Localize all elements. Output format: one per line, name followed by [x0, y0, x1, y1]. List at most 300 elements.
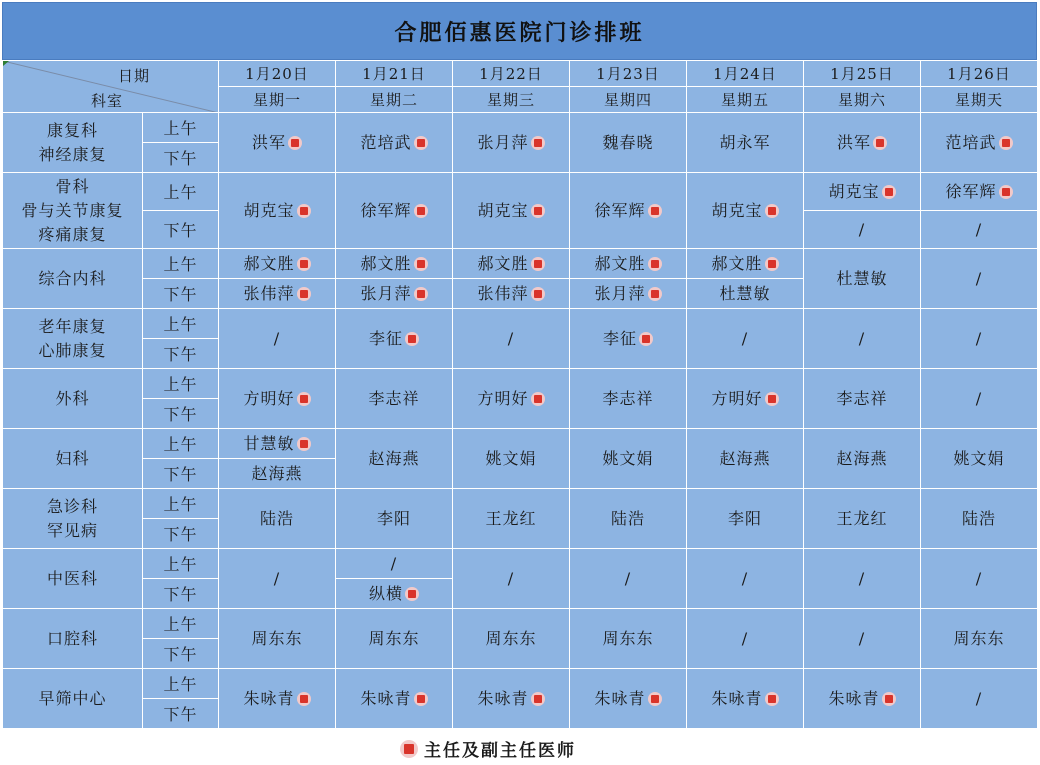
department-name-line: 罕见病	[46, 520, 98, 540]
schedule-cell	[453, 429, 570, 489]
doctor-name: 张伟萍	[243, 283, 295, 303]
schedule-cell	[570, 609, 687, 669]
department-name-line: 口腔科	[46, 628, 98, 648]
doctor-name: /	[273, 328, 281, 348]
period-am: 上午	[143, 369, 219, 399]
doctor-entry	[219, 130, 335, 156]
doctor-name: /	[507, 568, 515, 588]
period-am: 上午	[143, 429, 219, 459]
doctor-name: /	[741, 568, 749, 588]
schedule-cell	[219, 369, 336, 429]
senior-doctor-stamp-icon	[414, 136, 428, 150]
schedule-cell	[921, 429, 1038, 489]
doctor-name: 张月萍	[594, 283, 646, 303]
doctor-entry	[219, 686, 335, 712]
schedule-cell-am	[219, 249, 336, 279]
doctor-entry	[687, 386, 803, 412]
doctor-entry	[336, 198, 452, 224]
period-am: 上午	[143, 249, 219, 279]
weekday-header: 星期天	[921, 87, 1038, 113]
doctor-name: 赵海燕	[368, 448, 420, 468]
schedule-cell-pm	[219, 459, 336, 489]
doctor-name: /	[624, 568, 632, 588]
schedule-cell	[804, 369, 921, 429]
senior-doctor-stamp-icon	[531, 204, 545, 218]
doctor-name: 李志祥	[602, 388, 654, 408]
weekday-header: 星期四	[570, 87, 687, 113]
doctor-entry	[219, 326, 335, 352]
department-name-line: 心肺康复	[38, 340, 107, 360]
doctor-entry	[804, 326, 920, 352]
corner-header	[3, 61, 219, 113]
doctor-name: 范培武	[945, 132, 997, 152]
doctor-name: /	[390, 553, 398, 573]
doctor-entry	[921, 506, 1037, 532]
schedule-cell	[570, 113, 687, 173]
doctor-name: 周东东	[368, 628, 420, 648]
doctor-name: 赵海燕	[251, 463, 303, 483]
doctor-entry	[219, 506, 335, 532]
department-name-line: 中医科	[46, 568, 98, 588]
schedule-cell	[453, 609, 570, 669]
doctor-entry	[453, 686, 569, 712]
schedule-cell	[687, 173, 804, 249]
period-pm: 下午	[143, 519, 219, 549]
doctor-entry	[336, 251, 452, 277]
department-name	[3, 669, 143, 729]
doctor-name: /	[975, 268, 983, 288]
senior-doctor-stamp-icon	[414, 692, 428, 706]
doctor-name: /	[858, 628, 866, 648]
weekday-header: 星期五	[687, 87, 804, 113]
date-header: 1月24日	[687, 61, 804, 87]
doctor-entry	[570, 446, 686, 472]
schedule-cell-pm	[921, 211, 1038, 249]
senior-doctor-stamp-icon	[648, 692, 662, 706]
period-pm: 下午	[143, 211, 219, 249]
doctor-entry	[687, 198, 803, 224]
schedule-cell	[453, 113, 570, 173]
schedule-cell	[219, 549, 336, 609]
doctor-name: /	[741, 328, 749, 348]
senior-doctor-stamp-icon	[400, 740, 418, 758]
schedule-cell-am	[687, 249, 804, 279]
schedule-cell	[921, 609, 1038, 669]
schedule-cell	[219, 113, 336, 173]
doctor-name: 周东东	[485, 628, 537, 648]
schedule-cell-am	[219, 429, 336, 459]
department-name-line: 妇科	[55, 448, 90, 468]
schedule-cell	[804, 669, 921, 729]
doctor-name: 胡克宝	[711, 200, 763, 220]
table-row	[3, 489, 1038, 519]
doctor-name: 周东东	[251, 628, 303, 648]
period-pm: 下午	[143, 459, 219, 489]
doctor-entry	[804, 266, 920, 292]
period-pm: 下午	[143, 143, 219, 173]
doctor-name: 李征	[368, 328, 403, 348]
senior-doctor-stamp-icon	[639, 332, 653, 346]
doctor-entry	[336, 130, 452, 156]
doctor-entry	[570, 686, 686, 712]
schedule-cell	[804, 609, 921, 669]
department-name-line: 早筛中心	[38, 688, 107, 708]
senior-doctor-stamp-icon	[999, 136, 1013, 150]
period-pm: 下午	[143, 399, 219, 429]
doctor-entry	[219, 281, 335, 307]
doctor-entry	[921, 217, 1037, 243]
schedule-cell	[570, 549, 687, 609]
doctor-name: /	[858, 219, 866, 239]
table-row	[3, 309, 1038, 339]
schedule-cell	[219, 173, 336, 249]
department-name	[3, 549, 143, 609]
schedule-cell-am	[570, 249, 687, 279]
date-header: 1月26日	[921, 61, 1038, 87]
doctor-name: 李志祥	[836, 388, 888, 408]
doctor-entry	[804, 686, 920, 712]
period-am: 上午	[143, 173, 219, 211]
doctor-entry	[570, 326, 686, 352]
doctor-name: 郝文胜	[711, 253, 763, 273]
doctor-name: 胡克宝	[243, 200, 295, 220]
doctor-name: 胡永军	[719, 132, 771, 152]
doctor-name: 朱咏青	[477, 688, 529, 708]
date-header-label: 日期	[118, 67, 151, 85]
table-row	[3, 113, 1038, 143]
doctor-name: 方明好	[477, 388, 529, 408]
senior-doctor-stamp-icon	[297, 287, 311, 301]
senior-doctor-stamp-icon	[999, 185, 1013, 199]
senior-doctor-stamp-icon	[297, 692, 311, 706]
schedule-cell	[921, 669, 1038, 729]
department-name	[3, 309, 143, 369]
date-header: 1月20日	[219, 61, 336, 87]
weekday-header: 星期三	[453, 87, 570, 113]
doctor-name: 杜慧敏	[719, 283, 771, 303]
schedule-cell	[687, 489, 804, 549]
senior-doctor-stamp-icon	[288, 136, 302, 150]
period-pm: 下午	[143, 579, 219, 609]
doctor-entry	[453, 566, 569, 592]
doctor-name: 赵海燕	[836, 448, 888, 468]
doctor-name: 李征	[602, 328, 637, 348]
schedule-cell	[804, 429, 921, 489]
doctor-entry	[570, 386, 686, 412]
schedule-cell-am	[453, 249, 570, 279]
table-row	[3, 249, 1038, 279]
doctor-entry	[570, 506, 686, 532]
doctor-entry	[804, 446, 920, 472]
period-pm: 下午	[143, 699, 219, 729]
schedule-cell	[453, 549, 570, 609]
schedule-cell	[921, 489, 1038, 549]
senior-doctor-stamp-icon	[765, 692, 779, 706]
senior-doctor-stamp-icon	[405, 587, 419, 601]
doctor-entry	[921, 566, 1037, 592]
doctor-name: /	[975, 388, 983, 408]
schedule-cell	[804, 489, 921, 549]
department-name	[3, 369, 143, 429]
date-header: 1月21日	[336, 61, 453, 87]
doctor-name: 赵海燕	[719, 448, 771, 468]
schedule-cell-am	[336, 549, 453, 579]
doctor-name: 李志祥	[368, 388, 420, 408]
doctor-name: 甘慧敏	[243, 433, 295, 453]
doctor-entry	[219, 251, 335, 277]
doctor-name: /	[741, 628, 749, 648]
doctor-name: 张伟萍	[477, 283, 529, 303]
doctor-entry	[570, 281, 686, 307]
schedule-cell	[804, 309, 921, 369]
doctor-entry	[921, 266, 1037, 292]
schedule-cell	[687, 309, 804, 369]
table-row	[3, 669, 1038, 699]
doctor-entry	[453, 251, 569, 277]
senior-doctor-stamp-icon	[297, 437, 311, 451]
doctor-entry	[453, 130, 569, 156]
senior-doctor-stamp-icon	[405, 332, 419, 346]
doctor-name: 陆浩	[961, 508, 996, 528]
senior-doctor-stamp-icon	[414, 204, 428, 218]
schedule-cell	[336, 309, 453, 369]
legend-label: 主任及副主任医师	[424, 741, 576, 761]
doctor-entry	[687, 566, 803, 592]
senior-doctor-stamp-icon	[648, 257, 662, 271]
doctor-entry	[453, 281, 569, 307]
schedule-cell	[336, 113, 453, 173]
doctor-name: 徐军辉	[360, 200, 412, 220]
department-name	[3, 113, 143, 173]
doctor-name: 陆浩	[610, 508, 645, 528]
doctor-entry	[336, 626, 452, 652]
schedule-cell	[570, 173, 687, 249]
schedule-cell	[921, 369, 1038, 429]
doctor-entry	[921, 446, 1037, 472]
doctor-name: 郝文胜	[360, 253, 412, 273]
schedule-cell	[219, 669, 336, 729]
doctor-name: 魏春晓	[602, 132, 654, 152]
department-name	[3, 429, 143, 489]
department-name-line: 老年康复	[38, 316, 107, 336]
senior-doctor-stamp-icon	[531, 287, 545, 301]
doctor-entry	[570, 566, 686, 592]
schedule-cell-am	[804, 173, 921, 211]
schedule-cell-pm	[336, 279, 453, 309]
doctor-name: 郝文胜	[243, 253, 295, 273]
period-am: 上午	[143, 309, 219, 339]
doctor-entry	[921, 686, 1037, 712]
schedule-cell	[570, 429, 687, 489]
weekday-header: 星期二	[336, 87, 453, 113]
doctor-name: 姚文娟	[953, 448, 1005, 468]
period-am: 上午	[143, 549, 219, 579]
schedule-cell	[336, 609, 453, 669]
doctor-entry	[804, 179, 920, 205]
doctor-entry	[687, 130, 803, 156]
doctor-name: 朱咏青	[360, 688, 412, 708]
schedule-cell	[453, 309, 570, 369]
doctor-entry	[453, 446, 569, 472]
doctor-name: /	[975, 568, 983, 588]
senior-doctor-stamp-icon	[765, 392, 779, 406]
schedule-cell	[921, 249, 1038, 309]
senior-doctor-stamp-icon	[297, 204, 311, 218]
table-row	[3, 609, 1038, 639]
senior-doctor-stamp-icon	[414, 287, 428, 301]
doctor-entry	[219, 566, 335, 592]
doctor-entry	[804, 130, 920, 156]
schedule-cell	[570, 369, 687, 429]
department-name-line: 神经康复	[38, 144, 107, 164]
period-am: 上午	[143, 609, 219, 639]
doctor-name: 郝文胜	[477, 253, 529, 273]
doctor-entry	[453, 626, 569, 652]
doctor-entry	[687, 281, 803, 307]
schedule-cell	[336, 369, 453, 429]
doctor-name: 方明好	[243, 388, 295, 408]
doctor-name: 朱咏青	[711, 688, 763, 708]
doctor-entry	[453, 506, 569, 532]
table-row	[3, 369, 1038, 399]
department-name-line: 骨与关节康复	[21, 200, 124, 220]
senior-doctor-stamp-icon	[531, 257, 545, 271]
doctor-entry	[219, 431, 335, 457]
schedule-cell-pm	[570, 279, 687, 309]
doctor-name: 纵横	[368, 583, 403, 603]
date-header: 1月22日	[453, 61, 570, 87]
schedule-cell	[453, 173, 570, 249]
doctor-name: 洪军	[251, 132, 286, 152]
doctor-entry	[453, 198, 569, 224]
doctor-entry	[453, 386, 569, 412]
doctor-name: 胡克宝	[828, 181, 880, 201]
weekday-header: 星期六	[804, 87, 921, 113]
doctor-name: 李阳	[727, 508, 762, 528]
schedule-cell-am	[921, 173, 1038, 211]
doctor-entry	[687, 251, 803, 277]
doctor-entry	[336, 326, 452, 352]
senior-doctor-stamp-icon	[297, 392, 311, 406]
doctor-entry	[921, 626, 1037, 652]
doctor-name: /	[975, 328, 983, 348]
schedule-cell	[687, 113, 804, 173]
doctor-entry	[453, 326, 569, 352]
table-row	[3, 549, 1038, 579]
schedule-cell	[336, 429, 453, 489]
senior-doctor-stamp-icon	[648, 287, 662, 301]
schedule-cell	[687, 369, 804, 429]
doctor-entry	[921, 179, 1037, 205]
department-name-line: 骨科	[55, 176, 90, 196]
doctor-name: 王龙红	[485, 508, 537, 528]
schedule-cell	[453, 489, 570, 549]
doctor-entry	[336, 386, 452, 412]
schedule-cell	[570, 489, 687, 549]
schedule-cell	[687, 549, 804, 609]
doctor-entry	[804, 386, 920, 412]
doctor-name: 张月萍	[360, 283, 412, 303]
senior-doctor-stamp-icon	[297, 257, 311, 271]
period-am: 上午	[143, 489, 219, 519]
doctor-entry	[804, 217, 920, 243]
date-header: 1月25日	[804, 61, 921, 87]
doctor-name: 周东东	[953, 628, 1005, 648]
doctor-entry	[336, 506, 452, 532]
doctor-name: 朱咏青	[243, 688, 295, 708]
period-am: 上午	[143, 669, 219, 699]
date-header: 1月23日	[570, 61, 687, 87]
page-title: 合肥佰惠医院门诊排班	[2, 2, 1037, 60]
schedule-sheet	[2, 2, 1037, 729]
doctor-name: 洪军	[836, 132, 871, 152]
doctor-entry	[687, 686, 803, 712]
senior-doctor-stamp-icon	[531, 392, 545, 406]
senior-doctor-stamp-icon	[765, 257, 779, 271]
doctor-entry	[570, 130, 686, 156]
schedule-cell-pm	[336, 579, 453, 609]
doctor-name: /	[273, 568, 281, 588]
doctor-name: /	[858, 568, 866, 588]
doctor-entry	[570, 626, 686, 652]
schedule-cell	[453, 369, 570, 429]
senior-doctor-stamp-icon	[882, 692, 896, 706]
doctor-name: /	[975, 219, 983, 239]
schedule-cell	[336, 173, 453, 249]
doctor-name: 方明好	[711, 388, 763, 408]
schedule-cell	[921, 549, 1038, 609]
doctor-entry	[336, 281, 452, 307]
doctor-entry	[219, 198, 335, 224]
doctor-name: 姚文娟	[485, 448, 537, 468]
doctor-name: 朱咏青	[828, 688, 880, 708]
department-name-line: 综合内科	[38, 268, 107, 288]
schedule-cell-pm	[804, 211, 921, 249]
schedule-cell	[453, 669, 570, 729]
department-name-line: 外科	[55, 388, 90, 408]
department-name	[3, 489, 143, 549]
schedule-cell	[804, 113, 921, 173]
department-name	[3, 173, 143, 249]
table-row	[3, 173, 1038, 211]
department-name-line: 疼痛康复	[38, 224, 107, 244]
doctor-name: 徐军辉	[945, 181, 997, 201]
legend	[398, 736, 576, 761]
doctor-name: 朱咏青	[594, 688, 646, 708]
senior-doctor-stamp-icon	[531, 692, 545, 706]
doctor-entry	[804, 566, 920, 592]
doctor-entry	[219, 461, 335, 487]
senior-doctor-stamp-icon	[648, 204, 662, 218]
doctor-entry	[219, 626, 335, 652]
schedule-cell	[687, 429, 804, 489]
schedule-cell	[804, 249, 921, 309]
schedule-cell	[804, 549, 921, 609]
doctor-name: 胡克宝	[477, 200, 529, 220]
doctor-name: 李阳	[376, 508, 411, 528]
doctor-name: 范培武	[360, 132, 412, 152]
schedule-cell	[336, 669, 453, 729]
doctor-entry	[570, 251, 686, 277]
doctor-entry	[804, 626, 920, 652]
doctor-entry	[570, 198, 686, 224]
senior-doctor-stamp-icon	[765, 204, 779, 218]
doctor-name: /	[858, 328, 866, 348]
doctor-entry	[336, 551, 452, 577]
schedule-cell	[570, 669, 687, 729]
schedule-cell	[219, 309, 336, 369]
schedule-cell	[219, 489, 336, 549]
